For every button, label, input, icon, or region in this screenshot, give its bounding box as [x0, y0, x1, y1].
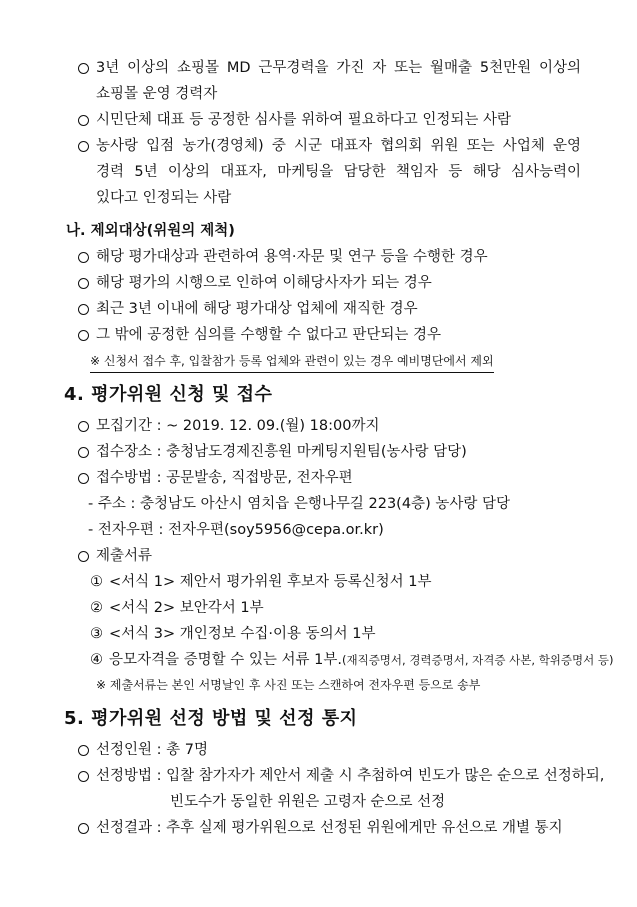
list-item: 해당 평가대상과 관련하여 용역·자문 및 연구 등을 수행한 경우: [78, 247, 488, 267]
circle-bullet-icon: [78, 447, 89, 458]
document-item: ③ <서식 3> 개인정보 수집·이용 동의서 1부: [90, 626, 376, 642]
circle-bullet-icon: [78, 278, 89, 289]
circle-bullet-icon: [78, 823, 89, 834]
address-line: - 주소 : 충청남도 아산시 염치읍 은행나무길 223(4층) 농사랑 담당: [88, 496, 510, 512]
circle-bullet-icon: [78, 745, 89, 756]
documents-note: ※ 제출서류는 본인 서명날인 후 사진 또는 스캔하여 전자우편 등으로 송부: [96, 678, 481, 692]
list-item: 시민단체 대표 등 공정한 심사를 위하여 필요하다고 인정되는 사람: [78, 110, 511, 130]
circle-bullet-icon: [78, 115, 89, 126]
list-item: 선정인원 : 총 7명: [78, 740, 208, 760]
document-item: ④ 응모자격을 증명할 수 있는 서류 1부. (재직증명서, 경력증명서, 자격증 사본, 학위증명서 등): [90, 652, 614, 668]
list-item: 그 밖에 공정한 심의를 수행할 수 없다고 판단되는 경우: [78, 325, 441, 345]
circle-bullet-icon: [78, 63, 89, 74]
list-item-continuation: 쇼핑몰 운영 경력자: [96, 86, 218, 102]
list-item: 접수장소 : 충청남도경제진흥원 마케팅지원팀(농사랑 담당): [78, 442, 467, 462]
circle-bullet-icon: [78, 551, 89, 562]
document-item: ② <서식 2> 보안각서 1부: [90, 600, 264, 616]
list-item: 제출서류: [78, 546, 152, 566]
exclusion-note: ※ 신청서 접수 후, 입찰참가 등록 업체와 관련이 있는 경우 예비명단에서 제외: [90, 351, 494, 373]
section-heading: 5. 평가위원 선정 방법 및 선정 통지: [64, 708, 358, 729]
circle-bullet-icon: [78, 473, 89, 484]
subsection-heading: 나. 제외대상(위원의 제척): [66, 223, 235, 239]
document-item: ① <서식 1> 제안서 평가위원 후보자 등록신청서 1부: [90, 574, 432, 590]
circle-bullet-icon: [78, 771, 89, 782]
circle-bullet-icon: [78, 330, 89, 341]
list-item: 해당 평가의 시행으로 인하여 이해당사자가 되는 경우: [78, 273, 432, 293]
list-item-continuation: 있다고 인정되는 사람: [96, 190, 232, 206]
circle-bullet-icon: [78, 141, 89, 152]
list-item: 3년 이상의 쇼핑몰 MD 근무경력을 가진 자 또는 월매출 5천만원 이상의: [78, 58, 581, 78]
list-item: 최근 3년 이내에 해당 평가대상 업체에 재직한 경우: [78, 299, 418, 319]
circle-bullet-icon: [78, 252, 89, 263]
list-item: 접수방법 : 공문발송, 직접방문, 전자우편: [78, 468, 353, 488]
list-item-continuation: 빈도수가 동일한 위원은 고령자 순으로 선정: [170, 794, 446, 810]
list-item: 모집기간 : ~ 2019. 12. 09.(월) 18:00까지: [78, 416, 379, 436]
section-heading: 4. 평가위원 신청 및 접수: [64, 384, 273, 405]
list-item: 농사랑 입점 농가(경영체) 중 시군 대표자 협의회 위원 또는 사업체 운영: [78, 136, 581, 156]
list-item: 선정방법 : 입찰 참가자가 제안서 제출 시 추첨하여 빈도가 많은 순으로 선정하되,: [78, 766, 604, 786]
list-item-continuation: 경력 5년 이상의 대표자, 마케팅을 담당한 책임자 등 해당 심사능력이: [96, 164, 581, 180]
email-line: - 전자우편 : 전자우편(soy5956@cepa.or.kr): [88, 522, 384, 538]
circle-bullet-icon: [78, 304, 89, 315]
list-item: 선정결과 : 추후 실제 평가위원으로 선정된 위원에게만 유선으로 개별 통지: [78, 818, 563, 838]
circle-bullet-icon: [78, 421, 89, 432]
